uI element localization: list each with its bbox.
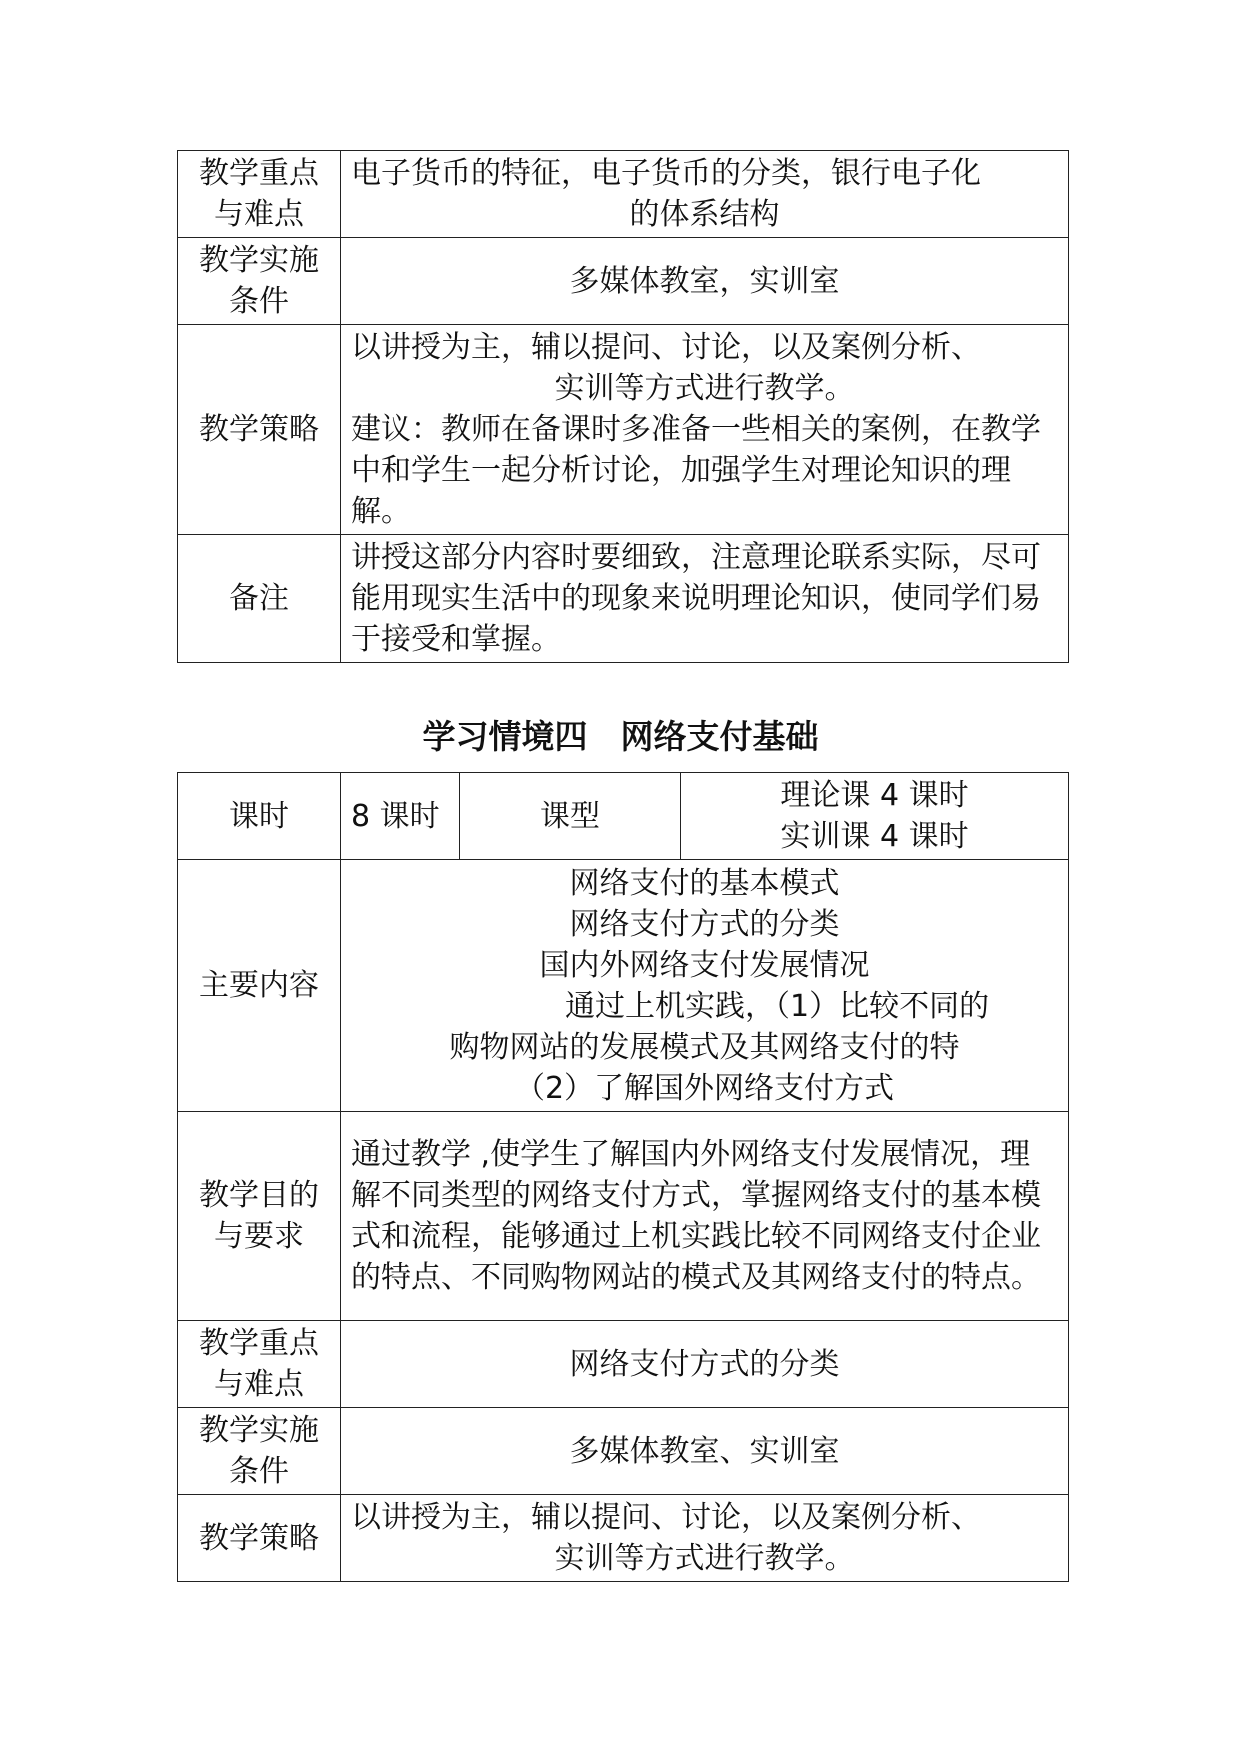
table-row bbox=[178, 325, 1069, 535]
row-label: 教学策略 bbox=[178, 325, 341, 535]
row-content: 讲授这部分内容时要细致，注意理论联系实际，尽可能用现实生活中的现象来说明理论知识，使同学们易于接受和掌握。 bbox=[341, 535, 1069, 663]
row-content: 多媒体教室，实训室 bbox=[341, 238, 1069, 325]
key-label: 教学重点 与难点 bbox=[178, 1321, 341, 1408]
row-label: 备注 bbox=[178, 535, 341, 663]
table-row bbox=[178, 1321, 1069, 1408]
hours-label: 课时 bbox=[178, 773, 341, 860]
table-row bbox=[178, 238, 1069, 325]
course-table bbox=[177, 772, 1069, 1582]
key-text: 网络支付方式的分类 bbox=[341, 1321, 1069, 1408]
row-content: 电子货币的特征，电子货币的分类，银行电子化 的体系结构 bbox=[341, 151, 1069, 238]
section-title: 学习情境四 网络支付基础 bbox=[422, 717, 819, 756]
type-label: 课型 bbox=[460, 773, 681, 860]
goals-label: 教学目的 与要求 bbox=[178, 1112, 341, 1321]
row-content: 以讲授为主，辅以提问、讨论，以及案例分析、 实训等方式进行教学。 建议：教师在备课时多准备一些相关的案例，在教学中和学生一起分析讨论，加强学生对理论知识的理解。 bbox=[341, 325, 1069, 535]
course-table-continued bbox=[177, 150, 1069, 663]
table-row bbox=[178, 535, 1069, 663]
row-label: 教学重点 与难点 bbox=[178, 151, 341, 238]
content-list: 网络支付的基本模式 网络支付方式的分类 国内外网络支付发展情况 通过上机实践，（1）比较不同的 购物网站的发展模式及其网络支付的特 （2）了解国外网络支付方式 bbox=[341, 860, 1069, 1112]
goals-text: 通过教学 ,使学生了解国内外网络支付发展情况，理解不同类型的网络支付方式，掌握网络支付的基本模式和流程，能够通过上机实践比较不同网络支付企业的特点、不同购物网站的模式及其网络支付的特点。 bbox=[341, 1112, 1069, 1321]
strategy-text: 以讲授为主，辅以提问、讨论，以及案例分析、 实训等方式进行教学。 bbox=[341, 1495, 1069, 1582]
table-row bbox=[178, 1408, 1069, 1495]
table-row bbox=[178, 773, 1069, 860]
table-row bbox=[178, 1112, 1069, 1321]
table-row bbox=[178, 151, 1069, 238]
type-value: 理论课 4 课时 实训课 4 课时 bbox=[681, 773, 1069, 860]
hours-value: 8 课时 bbox=[341, 773, 460, 860]
cond-text: 多媒体教室、实训室 bbox=[341, 1408, 1069, 1495]
row-label: 教学实施 条件 bbox=[178, 238, 341, 325]
table-row bbox=[178, 860, 1069, 1112]
cond-label: 教学实施 条件 bbox=[178, 1408, 341, 1495]
table-row bbox=[178, 1495, 1069, 1582]
strategy-label: 教学策略 bbox=[178, 1495, 341, 1582]
content-label: 主要内容 bbox=[178, 860, 341, 1112]
